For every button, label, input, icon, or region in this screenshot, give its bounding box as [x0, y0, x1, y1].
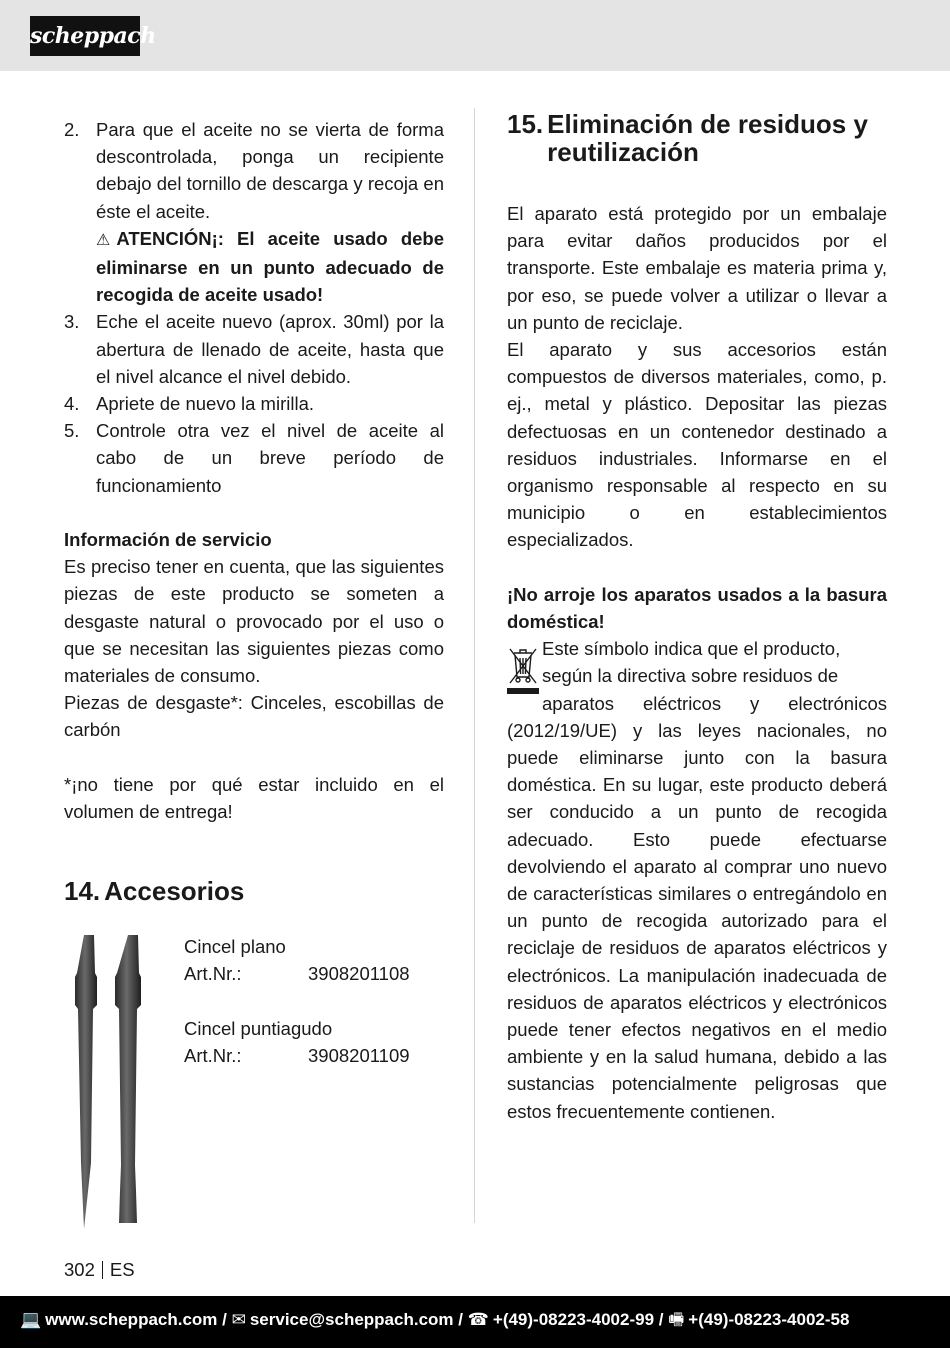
- accessories-block: [64, 933, 444, 1243]
- list-item-text: Para que el aceite no se vierta de forma descontrolada, ponga un recipiente debajo del tornillo de descarga y recoja en éste el aceite.: [96, 119, 444, 222]
- section-title-text: Accesorios: [104, 876, 245, 907]
- section-15-title: [507, 110, 887, 166]
- header-bar: [0, 0, 950, 71]
- crossed-bin-icon: [507, 641, 539, 697]
- list-item-4: [64, 390, 444, 417]
- packaging-paragraph: El aparato está protegido por un embalaje para evitar daños producidos por el transporte. Este embalaje es materia prima y, por eso, se puede volver a utilizar o llevar a un punto de reciclaje.: [507, 203, 887, 333]
- list-number: 3.: [64, 311, 80, 333]
- section-title-line1: Eliminación de residuos y: [547, 109, 868, 139]
- page-number-value: 302: [64, 1259, 95, 1280]
- warning-message: ATENCIÓN¡: El aceite usado debe eliminarse en un punto adecuado de recogida de aceite usado!: [96, 227, 444, 306]
- chisels-image: [68, 933, 158, 1233]
- warning-icon: ⚠: [96, 231, 111, 249]
- phone-number[interactable]: +(49)-08223-4002-99: [492, 1310, 655, 1329]
- weee-line-2: según la directiva sobre residuos de: [542, 665, 839, 687]
- list-item-2: [64, 116, 444, 308]
- article-number: 3908201108: [308, 963, 410, 985]
- weee-block: [507, 635, 887, 717]
- website-link[interactable]: www.scheppach.com: [45, 1310, 218, 1329]
- mail-icon: ✉: [231, 1310, 246, 1329]
- computer-icon: 💻: [20, 1310, 42, 1329]
- list-item-text: Apriete de nuevo la mirilla.: [96, 393, 314, 415]
- article-label: Art.Nr.:: [184, 963, 242, 985]
- page-number: [64, 1256, 135, 1283]
- article-label: Art.Nr.:: [184, 1045, 242, 1067]
- section-number: 15.: [507, 109, 544, 139]
- article-number: 3908201109: [308, 1045, 410, 1067]
- scheppach-logo: scheppach: [30, 16, 140, 56]
- column-divider: [474, 108, 475, 1223]
- footer-separator: /: [217, 1310, 232, 1329]
- accessory-name: Cincel plano: [184, 936, 286, 958]
- list-number: 5.: [64, 420, 80, 442]
- footer-bar: [0, 1296, 950, 1348]
- list-number: 4.: [64, 393, 80, 415]
- section-title-text: [547, 110, 868, 166]
- accessory-name: Cincel puntiagudo: [184, 1017, 333, 1039]
- footer-separator: /: [654, 1310, 669, 1329]
- list-item-5: [64, 417, 444, 499]
- fax-icon: 🖷: [668, 1310, 685, 1329]
- footer-separator: /: [453, 1310, 468, 1329]
- wear-parts-text: Piezas de desgaste*: Cinceles, escobillas de carbón: [64, 692, 444, 741]
- fax-number: +(49)-08223-4002-58: [688, 1310, 850, 1329]
- list-item-text: Eche el aceite nuevo (aprox. 30ml) por la abertura de llenado de aceite, hasta que el nivel alcance el nivel debido.: [96, 311, 444, 387]
- section-title-line2: reutilización: [547, 137, 699, 167]
- section-number: 14.: [64, 876, 101, 907]
- weee-line-1: Este símbolo indica que el producto,: [542, 638, 841, 660]
- accessories-list: [184, 933, 444, 1069]
- email-link[interactable]: service@scheppach.com: [249, 1310, 454, 1329]
- accessory-article-row: [184, 1042, 444, 1069]
- service-text: Es preciso tener en cuenta, que las siguientes piezas de este producto se someten a desgaste natural o provocado por el uso o que se necesitan las siguientes piezas como materiales de consumo.: [64, 556, 444, 687]
- list-number: 2.: [64, 119, 80, 140]
- page-language: ES: [109, 1259, 135, 1280]
- phone-icon: ☎: [467, 1310, 489, 1329]
- list-item-text: Controle otra vez el nivel de aceite al cabo de un breve período de funcionamiento: [96, 420, 444, 496]
- weee-line-3: aparatos eléctricos y electrónicos: [542, 692, 887, 714]
- service-heading: Información de servicio: [64, 529, 272, 551]
- materials-paragraph: El aparato y sus accesorios están compuestos de diversos materiales, como, p. ej., metal y plástico. Depositar las piezas defectuosas en un contenedor destinado a residuos industriales. Informarse en el organismo responsable al respecto en su municipio o en establecimientos especializados.: [507, 339, 887, 551]
- weee-paragraph: (2012/19/UE) y las leyes nacionales, no puede eliminarse junto con la basura doméstica. En su lugar, este producto deberá ser conducido a un punto de recogida adecuado. Esto puede efectuarse devolviendo el aparato al comprar uno nuevo de características similares o entregándolo en un punto de recogida autorizado para el reciclaje de residuos de aparatos eléctricos y electrónicos. La manipulación inadecuada de residuos de aparatos eléctricos y electrónicos puede tener efectos negativos en el medio ambiente y en la salud humana, debido a las sustancias potencialmente peligrosas que estos frecuentemente contienen.: [507, 719, 887, 1122]
- accessory-article-row: [184, 960, 444, 987]
- warning-text: [96, 225, 444, 309]
- list-item-3: [64, 308, 444, 390]
- disposal-warning: ¡No arroje los aparatos usados a la basura doméstica!: [507, 583, 887, 633]
- left-column: [64, 116, 444, 1243]
- footnote-text: *¡no tiene por qué estar incluido en el volumen de entrega!: [64, 773, 444, 823]
- right-column: [507, 110, 887, 1125]
- section-14-title: [64, 877, 444, 905]
